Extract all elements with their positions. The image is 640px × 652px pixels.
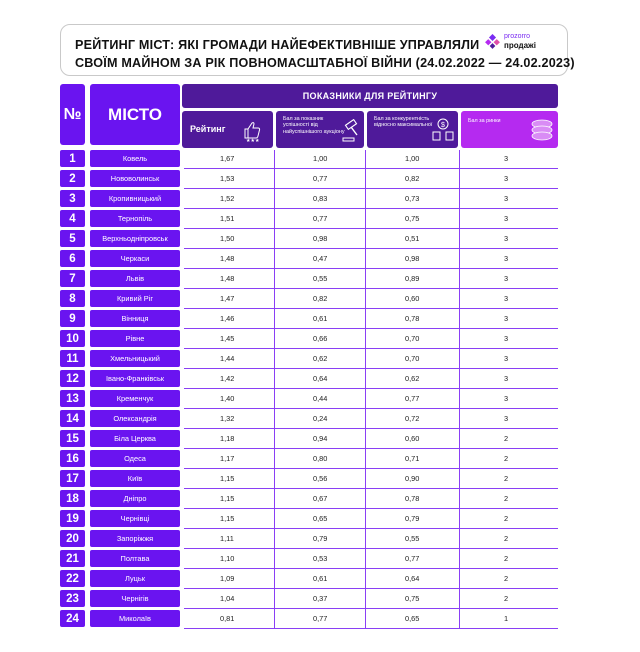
column-separator	[459, 150, 460, 628]
cell-rating: 1,15	[220, 494, 235, 503]
cell-success: 0,77	[313, 214, 328, 223]
cell-rating: 1,51	[220, 214, 235, 223]
cell-success: 0,65	[313, 514, 328, 523]
row-number: 10	[60, 330, 85, 347]
cell-markets: 3	[504, 274, 509, 283]
prozorro-logo-icon	[485, 34, 501, 50]
row-divider	[184, 548, 558, 549]
row-city: Нововолинськ	[90, 170, 180, 187]
title-box	[60, 24, 575, 76]
cell-compet: 0,90	[405, 474, 420, 483]
cell-success: 0,47	[313, 254, 328, 263]
cell-markets: 3	[504, 334, 509, 343]
row-divider	[184, 588, 558, 589]
row-city: Кривий Ріг	[90, 290, 180, 307]
row-number: 14	[60, 410, 85, 427]
cell-rating: 1,09	[220, 574, 235, 583]
header-col-rating-label: Рейтинг	[190, 124, 226, 134]
cell-rating: 1,40	[220, 394, 235, 403]
row-divider	[184, 368, 558, 369]
cell-success: 0,82	[313, 294, 328, 303]
row-city: Кременчук	[90, 390, 180, 407]
header-col-success	[276, 111, 364, 148]
row-number: 6	[60, 250, 85, 267]
header-col-rating	[182, 111, 273, 148]
row-city: Полтава	[90, 550, 180, 567]
brand-name: prozorro	[504, 33, 531, 40]
cell-rating: 1,53	[220, 174, 235, 183]
cell-compet: 0,98	[405, 254, 420, 263]
row-divider	[184, 388, 558, 389]
cell-rating: 1,42	[220, 374, 235, 383]
cell-markets: 3	[504, 394, 509, 403]
row-divider	[184, 468, 558, 469]
cell-compet: 0,73	[405, 194, 420, 203]
cell-compet: 0,62	[405, 374, 420, 383]
cell-markets: 3	[504, 154, 509, 163]
cell-success: 0,56	[313, 474, 328, 483]
row-city: Хмельницький	[90, 350, 180, 367]
row-number: 12	[60, 370, 85, 387]
header-col-markets	[461, 111, 558, 148]
cell-compet: 0,72	[405, 414, 420, 423]
cell-compet: 1,00	[405, 154, 420, 163]
cell-success: 0,94	[313, 434, 328, 443]
row-divider	[184, 268, 558, 269]
cell-markets: 2	[504, 454, 509, 463]
header-city: МІСТО	[90, 84, 180, 145]
row-divider	[184, 628, 558, 629]
header-col-success-label: Бал за показник успішності від найуспішнішого аукціону	[283, 116, 345, 135]
row-city: Запоріжжя	[90, 530, 180, 547]
cell-rating: 1,44	[220, 354, 235, 363]
thumbs-up-stars-icon	[240, 118, 266, 142]
cell-rating: 1,15	[220, 514, 235, 523]
row-divider	[184, 608, 558, 609]
row-number: 22	[60, 570, 85, 587]
cell-markets: 2	[504, 494, 509, 503]
cell-compet: 0,70	[405, 354, 420, 363]
cell-markets: 2	[504, 554, 509, 563]
row-city: Верхньодніпровськ	[90, 230, 180, 247]
auction-gavel-icon	[340, 119, 362, 143]
cell-success: 0,80	[313, 454, 328, 463]
cell-markets: 3	[504, 314, 509, 323]
row-city: Дніпро	[90, 490, 180, 507]
cell-rating: 1,32	[220, 414, 235, 423]
column-separator	[365, 150, 366, 628]
cell-markets: 2	[504, 434, 509, 443]
row-number: 3	[60, 190, 85, 207]
cell-markets: 3	[504, 174, 509, 183]
page-title-line-1: РЕЙТИНГ МІСТ: ЯКІ ГРОМАДИ НАЙЕФЕКТИВНІШЕ УПРАВЛЯЛИ	[75, 38, 480, 52]
row-city: Київ	[90, 470, 180, 487]
cell-rating: 1,04	[220, 594, 235, 603]
header-indicators: ПОКАЗНИКИ ДЛЯ РЕЙТИНГУ	[182, 84, 558, 108]
row-city: Миколаїв	[90, 610, 180, 627]
cell-success: 0,53	[313, 554, 328, 563]
row-number: 18	[60, 490, 85, 507]
cell-success: 0,77	[313, 614, 328, 623]
row-number: 5	[60, 230, 85, 247]
cell-markets: 1	[504, 614, 509, 623]
cell-compet: 0,79	[405, 514, 420, 523]
cell-compet: 0,55	[405, 534, 420, 543]
cell-markets: 3	[504, 414, 509, 423]
row-number: 2	[60, 170, 85, 187]
row-divider	[184, 428, 558, 429]
cell-compet: 0,78	[405, 494, 420, 503]
row-number: 13	[60, 390, 85, 407]
header-col-competitiveness-label: Бал за конкурентність відносно максимальної	[374, 116, 433, 129]
row-number: 11	[60, 350, 85, 367]
row-number: 9	[60, 310, 85, 327]
cell-compet: 0,60	[405, 294, 420, 303]
cell-rating: 1,47	[220, 294, 235, 303]
cell-success: 0,62	[313, 354, 328, 363]
row-divider	[184, 308, 558, 309]
row-number: 8	[60, 290, 85, 307]
cell-success: 0,44	[313, 394, 328, 403]
cell-compet: 0,70	[405, 334, 420, 343]
row-divider	[184, 488, 558, 489]
cell-compet: 0,75	[405, 594, 420, 603]
row-city: Чернівці	[90, 510, 180, 527]
row-city: Кропивницький	[90, 190, 180, 207]
row-city: Біла Церква	[90, 430, 180, 447]
cell-success: 0,61	[313, 314, 328, 323]
cell-rating: 1,11	[220, 534, 234, 543]
row-divider	[184, 348, 558, 349]
cell-success: 0,37	[313, 594, 328, 603]
cell-rating: 1,48	[220, 274, 235, 283]
row-city: Чернігів	[90, 590, 180, 607]
cell-markets: 2	[504, 474, 509, 483]
cell-success: 0,66	[313, 334, 328, 343]
cell-compet: 0,60	[405, 434, 420, 443]
row-divider	[184, 528, 558, 529]
cell-rating: 1,18	[220, 434, 235, 443]
cell-markets: 2	[504, 594, 509, 603]
cell-markets: 3	[504, 254, 509, 263]
row-number: 17	[60, 470, 85, 487]
row-divider	[184, 508, 558, 509]
row-divider	[184, 408, 558, 409]
cell-compet: 0,51	[405, 234, 420, 243]
row-number: 21	[60, 550, 85, 567]
cell-rating: 1,46	[220, 314, 235, 323]
cell-rating: 1,45	[220, 334, 235, 343]
row-city: Ковель	[90, 150, 180, 167]
row-city: Луцьк	[90, 570, 180, 587]
row-number: 20	[60, 530, 85, 547]
row-city: Тернопіль	[90, 210, 180, 227]
row-city: Черкаси	[90, 250, 180, 267]
cell-rating: 1,67	[220, 154, 235, 163]
header-number: №	[60, 84, 85, 145]
row-divider	[184, 228, 558, 229]
brand-logo	[485, 32, 557, 52]
cell-markets: 3	[504, 354, 509, 363]
cell-compet: 0,71	[405, 454, 420, 463]
cell-rating: 1,48	[220, 254, 235, 263]
row-divider	[184, 568, 558, 569]
cell-rating: 1,17	[220, 454, 235, 463]
column-separator	[274, 150, 275, 628]
coin-stack-icon	[527, 115, 557, 145]
cell-success: 1,00	[313, 154, 328, 163]
header-col-competitiveness	[367, 111, 458, 148]
cell-markets: 3	[504, 374, 509, 383]
cell-rating: 1,15	[220, 474, 235, 483]
cell-success: 0,64	[313, 374, 328, 383]
cell-compet: 0,77	[405, 554, 420, 563]
cell-success: 0,55	[313, 274, 328, 283]
row-city: Вінниця	[90, 310, 180, 327]
cell-success: 0,79	[313, 534, 328, 543]
row-divider	[184, 328, 558, 329]
row-city: Івано-Франківськ	[90, 370, 180, 387]
cell-success: 0,24	[313, 414, 328, 423]
row-divider	[184, 248, 558, 249]
row-divider	[184, 288, 558, 289]
cell-success: 0,67	[313, 494, 328, 503]
row-number: 19	[60, 510, 85, 527]
row-divider	[184, 448, 558, 449]
row-number: 23	[60, 590, 85, 607]
brand-subname: продажі	[504, 41, 536, 50]
cell-markets: 3	[504, 294, 509, 303]
row-number: 15	[60, 430, 85, 447]
cell-compet: 0,77	[405, 394, 420, 403]
cell-markets: 2	[504, 574, 509, 583]
row-city: Львів	[90, 270, 180, 287]
row-city: Олександрія	[90, 410, 180, 427]
cell-success: 0,98	[313, 234, 328, 243]
cell-markets: 3	[504, 194, 509, 203]
cell-success: 0,83	[313, 194, 328, 203]
svg-text:★★★: ★★★	[246, 138, 260, 142]
row-number: 7	[60, 270, 85, 287]
row-number: 4	[60, 210, 85, 227]
page-title-line-2: СВОЇМ МАЙНОМ ЗА РІК ПОВНОМАСШТАБНОЇ ВІЙНИ (24.02.2022 — 24.02.2023)	[75, 56, 575, 70]
cell-compet: 0,64	[405, 574, 420, 583]
cell-success: 0,77	[313, 174, 328, 183]
cell-compet: 0,65	[405, 614, 420, 623]
row-number: 16	[60, 450, 85, 467]
cell-rating: 1,52	[220, 194, 235, 203]
cell-markets: 2	[504, 534, 509, 543]
header-col-markets-label: Бал за ринки	[468, 118, 501, 124]
cell-success: 0,61	[313, 574, 328, 583]
cell-rating: 0,81	[220, 614, 235, 623]
cell-compet: 0,89	[405, 274, 420, 283]
row-divider	[184, 168, 558, 169]
row-city: Одеса	[90, 450, 180, 467]
cell-markets: 2	[504, 514, 509, 523]
row-city: Рівне	[90, 330, 180, 347]
cell-markets: 3	[504, 234, 509, 243]
row-divider	[184, 208, 558, 209]
cell-markets: 3	[504, 214, 509, 223]
cell-compet: 0,78	[405, 314, 420, 323]
row-divider	[184, 188, 558, 189]
cell-rating: 1,50	[220, 234, 235, 243]
cell-rating: 1,10	[220, 554, 235, 563]
cell-compet: 0,75	[405, 214, 420, 223]
row-number: 24	[60, 610, 85, 627]
cell-compet: 0,82	[405, 174, 420, 183]
svg-text:$: $	[441, 122, 445, 129]
money-compare-icon	[431, 117, 455, 143]
row-number: 1	[60, 150, 85, 167]
